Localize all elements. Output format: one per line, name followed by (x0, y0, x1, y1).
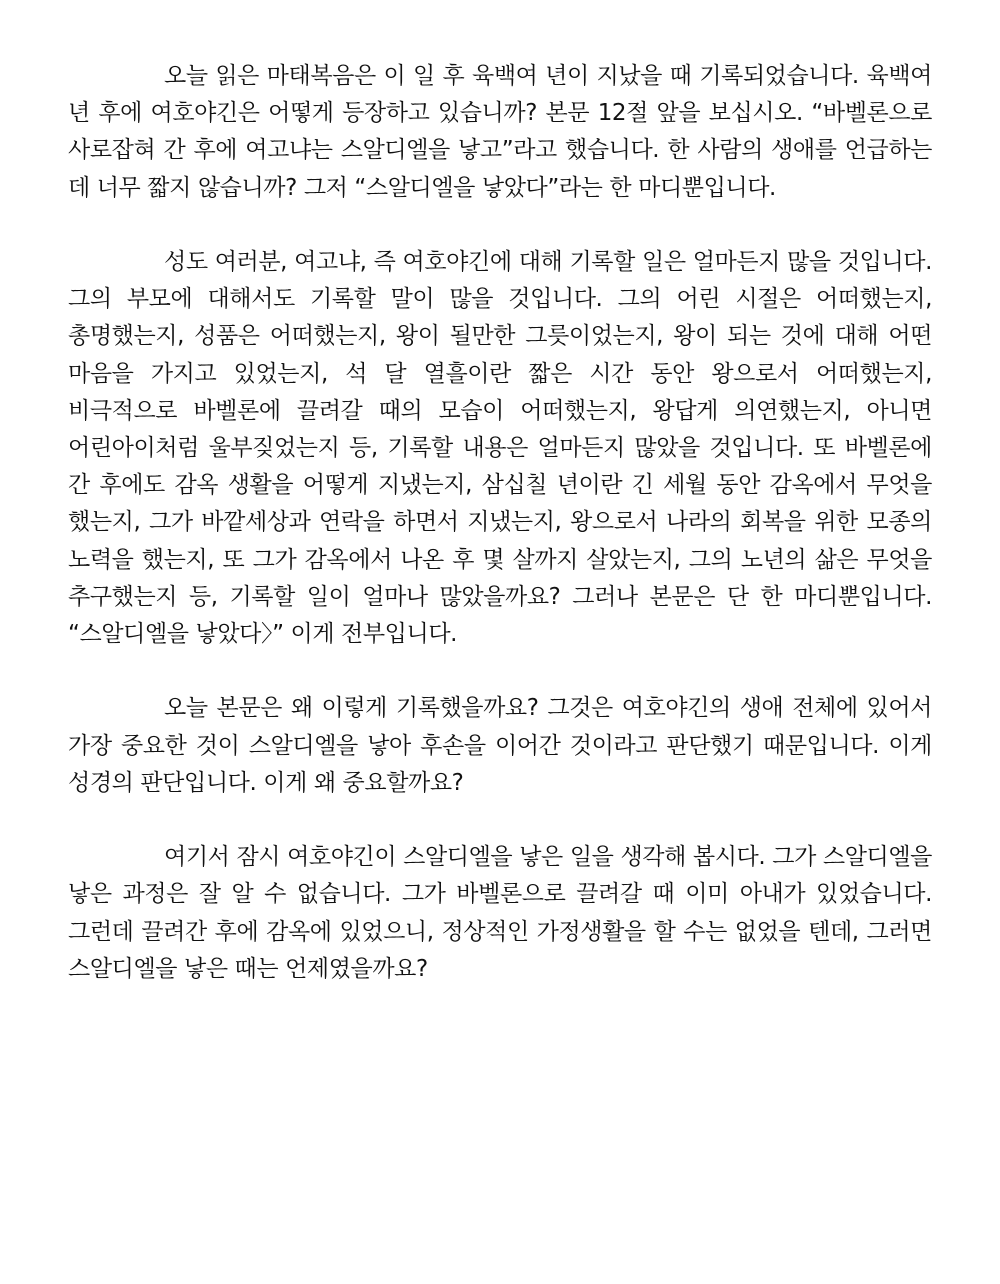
paragraph-3: 오늘 본문은 왜 이렇게 기록했을까요? 그것은 여호야긴의 생애 전체에 있어서 가장 중요한 것이 스알디엘을 낳아 후손을 이어간 것이라고 판단했기 때문입니다. 이게 성경의 판단입니다. 이게 왜 중요할까요? (68, 695, 932, 796)
document-page (68, 58, 932, 1025)
paragraph-4: 여기서 잠시 여호야긴이 스알디엘을 낳은 일을 생각해 봅시다. 그가 스알디엘을 낳은 과정은 잘 알 수 없습니다. 그가 바벨론으로 끌려갈 때 이미 아내가 있었습니다. 그런데 끌려간 후에 감옥에 있었으니, 정상적인 가정생활을 할 수는 없었을 텐데, 그러면 스알디엘을 낳은 때는 언제였을까요? (68, 844, 932, 982)
paragraph-1: 오늘 읽은 마태복음은 이 일 후 육백여 년이 지났을 때 기록되었습니다. 육백여 년 후에 여호야긴은 어떻게 등장하고 있습니까? 본문 12절 앞을 보십시오. “바벨론으로 사로잡혀 간 후에 여고냐는 스알디엘을 낳고”라고 했습니다. 한 사람의 생애를 언급하는 데 너무 짧지 않습니까? 그저 “스알디엘을 낳았다”라는 한 마디뿐입니다. (68, 63, 932, 201)
paragraph-2: 성도 여러분, 여고냐, 즉 여호야긴에 대해 기록할 일은 얼마든지 많을 것입니다. 그의 부모에 대해서도 기록할 말이 많을 것입니다. 그의 어린 시절은 어떠했는지, 총명했는지, 성품은 어떠했는지, 왕이 될만한 그릇이었는지, 왕이 되는 것에 대해 어떤 마음을 가지고 있었는지, 석 달 열흘이란 짧은 시간 동안 왕으로서 어떠했는지, 비극적으로 바벨론에 끌려갈 때의 모습이 어떠했는지, 왕답게 의연했는지, 아니면 어린아이처럼 울부짖었는지 등, 기록할 내용은 얼마든지 많았을 것입니다. 또 바벨론에 간 후에도 감옥 생활을 어떻게 지냈는지, 삼십칠 년이란 긴 세월 동안 감옥에서 무엇을 했는지, 그가 바깥세상과 연락을 하면서 지냈는지, 왕으로서 나라의 회복을 위한 모종의 노력을 했는지, 또 그가 감옥에서 나온 후 몇 살까지 살았는지, 그의 노년의 삶은 무엇을 추구했는지 등, 기록할 일이 얼마나 많았을까요? 그러나 본문은 단 한 마디뿐입니다. “스알디엘을 낳았다〉” 이게 전부입니다. (68, 249, 932, 648)
